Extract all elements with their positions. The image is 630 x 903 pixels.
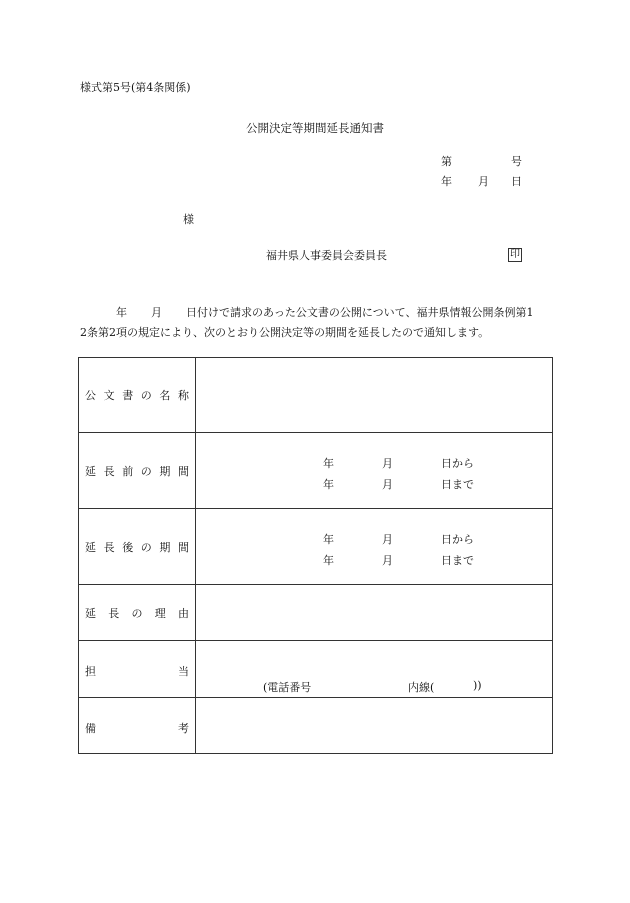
label-char: 延 (85, 540, 96, 554)
period-year: 年 (323, 554, 334, 567)
label-char: の (140, 464, 152, 478)
row-period-after (79, 509, 553, 585)
extension-label: 内線( (408, 681, 435, 694)
body-text-1: 日付けで請求のあった公文書の公開について、福井県情報公開条例第1 (186, 306, 534, 319)
label-char: 期 (159, 464, 171, 478)
label-char: の (140, 389, 152, 402)
seal-mark: 印 (510, 249, 520, 260)
period-to: 日まで (441, 478, 474, 491)
label-char: 期 (159, 540, 171, 554)
sender-name: 福井県人事委員会委員長 (266, 249, 387, 262)
value-remarks (196, 698, 553, 754)
period-to: 日まで (441, 554, 474, 567)
label-char: 文 (103, 389, 115, 402)
form-number: 様式第5号(第4条関係) (80, 81, 191, 94)
label-char: 理 (154, 606, 166, 620)
value-period-after (196, 509, 553, 585)
row-remarks (79, 698, 553, 754)
label-remarks (79, 698, 196, 754)
value-reason (196, 585, 553, 641)
label-period-before (79, 433, 196, 509)
doc-date-year: 年 (441, 175, 452, 188)
period-month: 月 (382, 533, 393, 546)
row-reason (79, 585, 553, 641)
doc-date-month: 月 (478, 175, 489, 188)
label-char: の (140, 540, 152, 554)
body-year: 年 (116, 306, 127, 319)
label-char: 間 (177, 464, 189, 478)
label-period-after (79, 509, 196, 585)
label-char: 長 (103, 464, 115, 478)
label-char: 公 (85, 389, 96, 402)
label-char: 書 (122, 389, 134, 402)
label-char: 間 (177, 540, 189, 554)
label-char: 称 (177, 389, 189, 402)
period-from: 日から (441, 533, 474, 546)
label-char: 考 (178, 722, 189, 735)
period-month: 月 (382, 457, 393, 470)
label-char: 長 (103, 540, 115, 554)
info-table (78, 357, 553, 754)
period-month: 月 (382, 554, 393, 567)
body-line-1 (80, 307, 533, 318)
value-document-name (196, 358, 553, 433)
period-year: 年 (323, 478, 334, 491)
value-contact (196, 641, 553, 698)
doc-date-day: 日 (511, 175, 522, 188)
label-char: 延 (85, 606, 96, 620)
label-char: 前 (122, 464, 134, 478)
label-char: 長 (108, 606, 120, 620)
doc-number-go: 号 (511, 155, 522, 168)
period-month: 月 (382, 478, 393, 491)
body-line-2: 2条第2項の規定により、次のとおり公開決定等の期間を延長したので通知します。 (80, 326, 490, 339)
document-title: 公開決定等期間延長通知書 (246, 121, 384, 135)
addressee-sama: 様 (183, 213, 194, 226)
label-contact (79, 641, 196, 698)
label-char: 名 (159, 389, 171, 402)
period-from: 日から (441, 457, 474, 470)
phone-label: (電話番号 (263, 681, 312, 694)
row-document-name (79, 358, 553, 433)
value-period-before (196, 433, 553, 509)
label-char: 延 (85, 464, 96, 478)
label-char: 当 (178, 665, 189, 678)
label-char: の (131, 606, 143, 620)
label-char: 後 (122, 540, 134, 554)
period-year: 年 (323, 457, 334, 470)
label-document-name (79, 358, 196, 433)
extension-close: )) (473, 679, 482, 692)
label-char: 由 (178, 606, 189, 620)
period-year: 年 (323, 533, 334, 546)
row-contact (79, 641, 553, 698)
doc-number-dai: 第 (441, 155, 452, 168)
label-reason (79, 585, 196, 641)
label-char: 担 (85, 665, 96, 678)
label-char: 備 (85, 722, 96, 735)
body-month: 月 (151, 306, 162, 319)
row-period-before (79, 433, 553, 509)
